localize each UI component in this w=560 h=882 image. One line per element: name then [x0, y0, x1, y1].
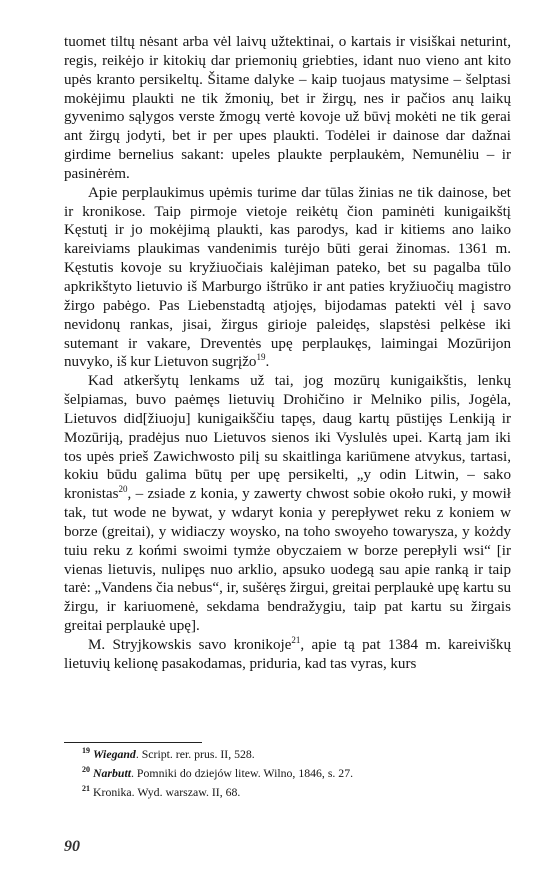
footnote-ref: 20 [118, 484, 128, 495]
footnote [82, 745, 512, 764]
footnote-ref: 19 [256, 352, 266, 363]
paragraph-text: , apie tą pat 1384 m. kareiviškų lietuvių kelionę pasakodamas, priduria, kad tas vyras, kurs [64, 637, 511, 672]
paragraph-text: tuomet tiltų nėsant arba vėl laivų užtektinai, o kartais ir visiškai neturint, regis, reikėjo ir kitokių dar priemonių griebties, idant nuo vieno ant kito upės kranto persikeltų. Šitame dalyke – kaip tuojaus matysime – šelptasi mokėjimu plaukti ne tik žmonių, bet ir žirgų, nes ir pačios anų laikų gyvenimo sąlygos verste žmogų vertė kovoje už būvį mokėti ne tik gerai ant žirgų jodyti, bet ir per upes plaukti. Todėlei ir dainose dar dažnai girdime bernelius sakant: upeles plaukte perplaukėm, Nemunėliu – ir pasinėrėm. [64, 34, 511, 182]
footnote-text: Kronika. Wyd. warszaw. II, 68. [93, 785, 241, 799]
footnote [82, 783, 512, 802]
paragraph-text: Apie perplaukimus upėmis turime dar tūlas žinias ne tik dainose, bet ir kronikose. Taip pirmoje vietoje reikėtų čion paminėti kunigaikštį Kęstutį ir jo mokėjimą plaukti, kas parodys, kad ir kitiems ano laiko kareiviams plaukimas vandenimis turėjo būti gerai žinomas. 1361 m. Kęstutis kovoje su kryžiuočiais kalėjiman pateko, bet su pagalba tūlo apkrikštyto lietuvio iš Marburgo ištrūko ir ant paties kryžiuočių magistro žirgo pabėgo. Pas Liebenstadtą atjojęs, bijodamas patekti vėl į savo nevidonų rankas, jisai, žirgus girioje paleidęs, slapstėsi pelkėse iki sutemant ir vakare, Dreventės upę perplaukęs, laimingai Mozūrijon nuvyko, iš kur Lietuvon sugrįžo [64, 184, 511, 371]
footnotes [82, 745, 512, 802]
paragraph-text: M. Stryjkowskis savo kronikoje [88, 637, 292, 653]
page-number: 90 [64, 838, 80, 855]
footnote-text: . Pomniki do dziejów litew. Wilno, 1846, s. 27. [131, 766, 354, 780]
paragraph [64, 184, 511, 372]
paragraph-text: , – zsiade z konia, y zawerty chwost sobie około ruki, y mowił tak, tut wode ne bywat, y wdaryt konia y perepływet reku z koniem w borze (greitai), y widiaczy woysko, na toho swoyeho towarysza, y kożdy tuiu reku z końmi swoimi tymże obyczaiem w borze perepłyli wsi“ [ir vienas lietuvis, nulipęs nuo arklio, apsuko uodegą sau apie ranką ir taip tarė: „Vandens čia nebus“, ir, sušėręs žirgui, greitai perplaukė upę kartu su žirgu, ir kariuomenė, sekdama bendražygiu, taip pat kartu su žirgais greitai perplaukė upę]. [64, 486, 511, 635]
footnote [82, 764, 512, 783]
footnote-divider [64, 742, 202, 743]
footnote-author: Wiegand [93, 747, 136, 761]
body-text [64, 33, 511, 674]
footnote-text: . Script. rer. prus. II, 528. [135, 747, 255, 761]
paragraph-text: Kad atkeršytų lenkams už tai, jog mozūrų kunigaikštis, lenkų šelpiamas, buvo paėmęs lietuvių Drohičino ir Melniko pilis, Jogėla, Lietuvos did[žiuoju] kunigaikščiu tapęs, daug kartų pūstijęs Lenkiją ir Mozūriją, pradėjus nuo Lietuvos sienos iki Vyslulės upei. Kartą jam iki tos upės prieš Zawichwosto pilį su skaitlinga kariūmene atvykus, tartasi, kokiu būdu galima būtų per upę persikelti, „y odin Litwin, – sako kronistas [64, 373, 511, 503]
footnote-ref: 21 [291, 634, 301, 645]
footnote-number: 21 [82, 784, 90, 794]
paragraph [64, 33, 511, 184]
paragraph-text: . [265, 354, 270, 371]
footnote-number: 20 [82, 765, 90, 775]
paragraph [64, 372, 511, 636]
paragraph [64, 636, 511, 674]
footnote-author: Narbutt [93, 766, 132, 780]
footnote-number: 19 [82, 746, 90, 756]
